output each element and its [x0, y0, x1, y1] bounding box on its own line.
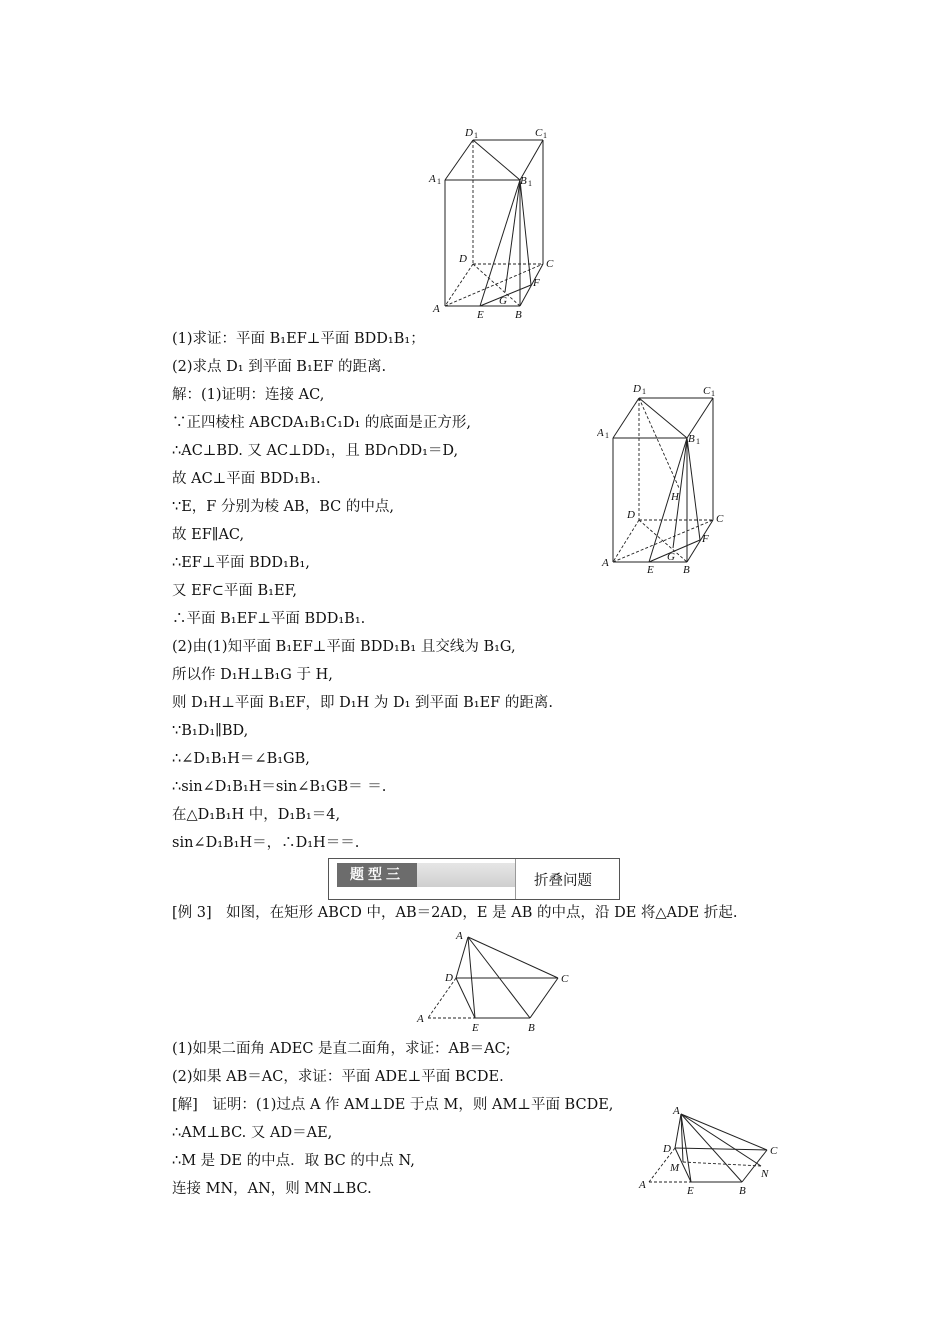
text-line: ∵E，F 分别为棱 AB，BC 的中点,: [172, 499, 394, 515]
text-line: (1)求证：平面 B₁EF⊥平面 BDD₁B₁；: [172, 331, 425, 347]
label-sub: 1: [543, 131, 547, 140]
label-C: C: [546, 258, 554, 270]
text-line: 在△D₁B₁H 中，D₁B₁＝4,: [172, 807, 341, 823]
banner-title: 折叠问题: [534, 873, 592, 889]
fold-figure-2: [637, 1100, 787, 1198]
text-line: [例 3] 如图，在矩形 ABCD 中，AB＝2AD，E 是 AB 的中点，沿 DE 将△ADE 折起.: [172, 905, 738, 921]
label-A-top: A: [456, 930, 463, 942]
section-banner: [328, 858, 620, 900]
label-A: A: [417, 1013, 424, 1025]
text-line: ∴AC⊥BD. 又 AC⊥DD₁，且 BD∩DD₁＝D,: [172, 443, 459, 459]
label-sub: 1: [605, 431, 609, 440]
text-line: (2)求点 D₁ 到平面 B₁EF 的距离.: [172, 359, 387, 375]
label-E: E: [647, 564, 654, 576]
text-line: 故 AC⊥平面 BDD₁B₁.: [172, 471, 321, 487]
label-D: D: [459, 253, 467, 265]
label-H: H: [671, 491, 679, 503]
text-line: ∴EF⊥平面 BDD₁B₁,: [172, 555, 310, 571]
text-line: ∵B₁D₁∥BD,: [172, 723, 249, 739]
label-sub: 1: [696, 437, 700, 446]
label-B: B: [683, 564, 690, 576]
label-sub: 1: [528, 179, 532, 188]
text-line: (2)由(1)知平面 B₁EF⊥平面 BDD₁B₁ 且交线为 B₁G,: [172, 639, 516, 655]
text-line: 所以作 D₁H⊥B₁G 于 H,: [172, 667, 333, 683]
text-line: ∴平面 B₁EF⊥平面 BDD₁B₁.: [172, 611, 366, 627]
label-A: A: [639, 1179, 646, 1191]
banner-tag-label: 题型三: [337, 863, 417, 887]
text-line: ∴sin∠D₁B₁H＝sin∠B₁GB＝ ＝.: [172, 779, 387, 795]
text-line: 解：(1)证明：连接 AC,: [172, 387, 325, 403]
label-D1: D: [465, 127, 473, 139]
text-line: (2)如果 AB＝AC，求证：平面 ADE⊥平面 BCDE.: [172, 1069, 504, 1085]
label-D: D: [627, 509, 635, 521]
label-G: G: [667, 551, 675, 563]
label-A: A: [433, 303, 440, 315]
text-line: (1)如果二面角 ADEC 是直二面角，求证：AB＝AC;: [172, 1041, 511, 1057]
text-line: ∴AM⊥BC. 又 AD＝AE,: [172, 1125, 333, 1141]
label-A1: A: [597, 427, 604, 439]
label-C1: C: [535, 127, 543, 139]
label-C: C: [770, 1145, 778, 1157]
label-D: D: [445, 972, 453, 984]
prism-figure-1: [425, 122, 565, 322]
label-F: F: [533, 277, 540, 289]
label-sub: 1: [711, 389, 715, 398]
label-B1: B: [520, 175, 527, 187]
label-B1: B: [688, 433, 695, 445]
label-N: N: [761, 1168, 769, 1180]
text-line: ∴M 是 DE 的中点．取 BC 的中点 N,: [172, 1153, 415, 1169]
label-sub: 1: [642, 387, 646, 396]
label-C: C: [716, 513, 724, 525]
label-E: E: [472, 1022, 479, 1033]
label-C1: C: [703, 385, 711, 397]
label-F: F: [702, 533, 709, 545]
text-line: 则 D₁H⊥平面 B₁EF，即 D₁H 为 D₁ 到平面 B₁EF 的距离.: [172, 695, 553, 711]
label-A1: A: [429, 173, 436, 185]
label-E: E: [687, 1185, 694, 1197]
text-line: 故 EF∥AC,: [172, 527, 245, 543]
text-line: sin∠D₁B₁H＝，∴D₁H＝＝.: [172, 835, 360, 851]
text-line: 又 EF⊂平面 B₁EF,: [172, 583, 297, 599]
label-G: G: [499, 295, 507, 307]
label-D1: D: [633, 383, 641, 395]
label-M: M: [670, 1162, 680, 1174]
banner-tag: [337, 863, 515, 887]
label-E: E: [477, 309, 484, 321]
label-sub: 1: [474, 131, 478, 140]
label-sub: 1: [437, 177, 441, 186]
text-line: [解] 证明：(1)过点 A 作 AM⊥DE 于点 M，则 AM⊥平面 BCDE,: [172, 1097, 614, 1113]
text-line: 连接 MN，AN，则 MN⊥BC.: [172, 1181, 372, 1197]
banner-divider: [515, 859, 516, 899]
label-B: B: [515, 309, 522, 321]
label-A-top: A: [673, 1105, 680, 1117]
label-D: D: [663, 1143, 671, 1155]
label-A: A: [602, 557, 609, 569]
label-B: B: [739, 1185, 746, 1197]
text-line: ∴∠D₁B₁H＝∠B₁GB,: [172, 751, 310, 767]
label-C: C: [561, 973, 569, 985]
fold-figure-1: [410, 925, 575, 1033]
prism-figure-2: [597, 380, 737, 578]
label-B: B: [528, 1022, 535, 1033]
text-line: ∵正四棱柱 ABCDA₁B₁C₁D₁ 的底面是正方形,: [172, 415, 472, 431]
